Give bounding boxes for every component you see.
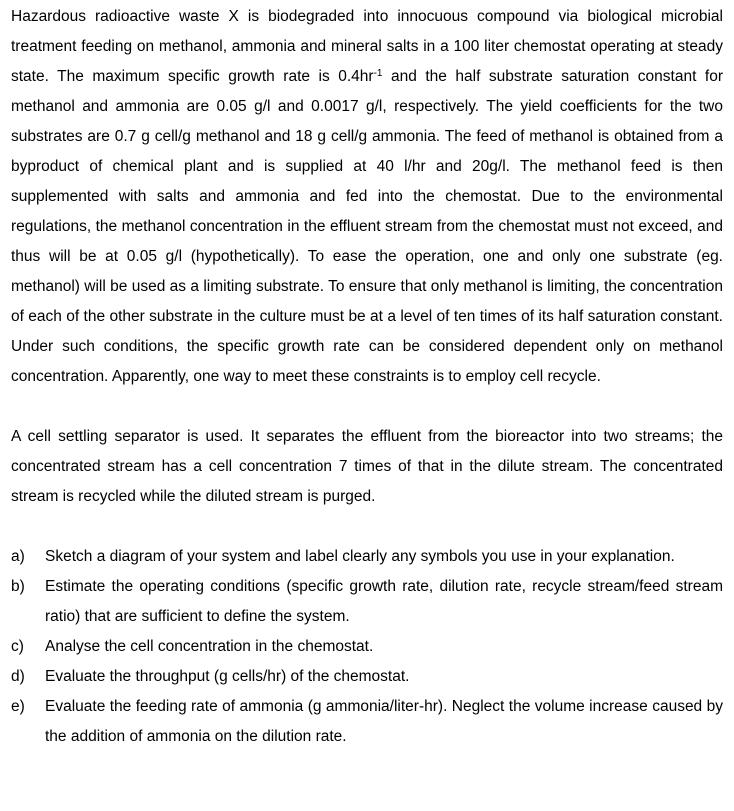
question-label: a)	[11, 548, 25, 565]
question-item-c	[11, 632, 723, 662]
question-label: c)	[11, 638, 24, 655]
problem-text-part-2: and the half substrate saturation constant for methanol and ammonia are 0.05 g/l and 0.0017 g/l, respectively. The yield coefficients for the two substrates are 0.7 g cell/g methanol and 18 g cell/g ammonia. The feed of methanol is obtained from a byproduct of chemical plant and is supplied at 40 l/hr and 20g/l. The methanol feed is then supplemented with salts and ammonia and fed into the chemostat. Due to the environmental regulations, the methanol concentration in the effluent stream from the chemostat must not exceed, and thus will be at 0.05 g/l (hypothetically). To ease the operation, one and only one substrate (eg. methanol) will be used as a limiting substrate. To ensure that only methanol is limiting, the concentration of each of the other substrate in the culture must be at a level of ten times of its half saturation constant. Under such conditions, the specific growth rate can be considered dependent only on methanol concentration. Apparently, one way to meet these constraints is to employ cell recycle.	[11, 68, 723, 385]
question-text: Sketch a diagram of your system and label clearly any symbols you use in your explanation.	[45, 548, 675, 565]
question-label: b)	[11, 578, 25, 595]
problem-text-part-1: Hazardous radioactive waste X is biodegraded into innocuous compound via biological microbial treatment feeding on methanol, ammonia and mineral salts in a 100 liter chemostat operating at steady state. The maximum specific growth rate is 0.4hr	[11, 8, 723, 85]
separator-description-paragraph: A cell settling separator is used. It separates the effluent from the bioreactor into two streams; the concentrated stream has a cell concentration 7 times of that in the dilute stream. The concentrated stream is recycled while the diluted stream is purged.	[11, 428, 723, 505]
question-item-a	[11, 542, 723, 572]
question-text: Evaluate the throughput (g cells/hr) of the chemostat.	[45, 668, 410, 685]
question-text: Estimate the operating conditions (specific growth rate, dilution rate, recycle stream/feed stream ratio) that are sufficient to define the system.	[45, 578, 723, 625]
question-item-e	[11, 692, 723, 752]
exponent-superscript: -1	[373, 68, 383, 79]
question-text: Analyse the cell concentration in the chemostat.	[45, 638, 374, 655]
question-item-b	[11, 572, 723, 632]
question-list	[11, 542, 723, 752]
question-item-d	[11, 662, 723, 692]
problem-statement-paragraph	[11, 2, 723, 392]
question-text: Evaluate the feeding rate of ammonia (g ammonia/liter-hr). Neglect the volume increase caused by the addition of ammonia on the dilution rate.	[45, 698, 723, 745]
document-page	[11, 2, 723, 752]
question-label: e)	[11, 698, 25, 715]
question-label: d)	[11, 668, 25, 685]
